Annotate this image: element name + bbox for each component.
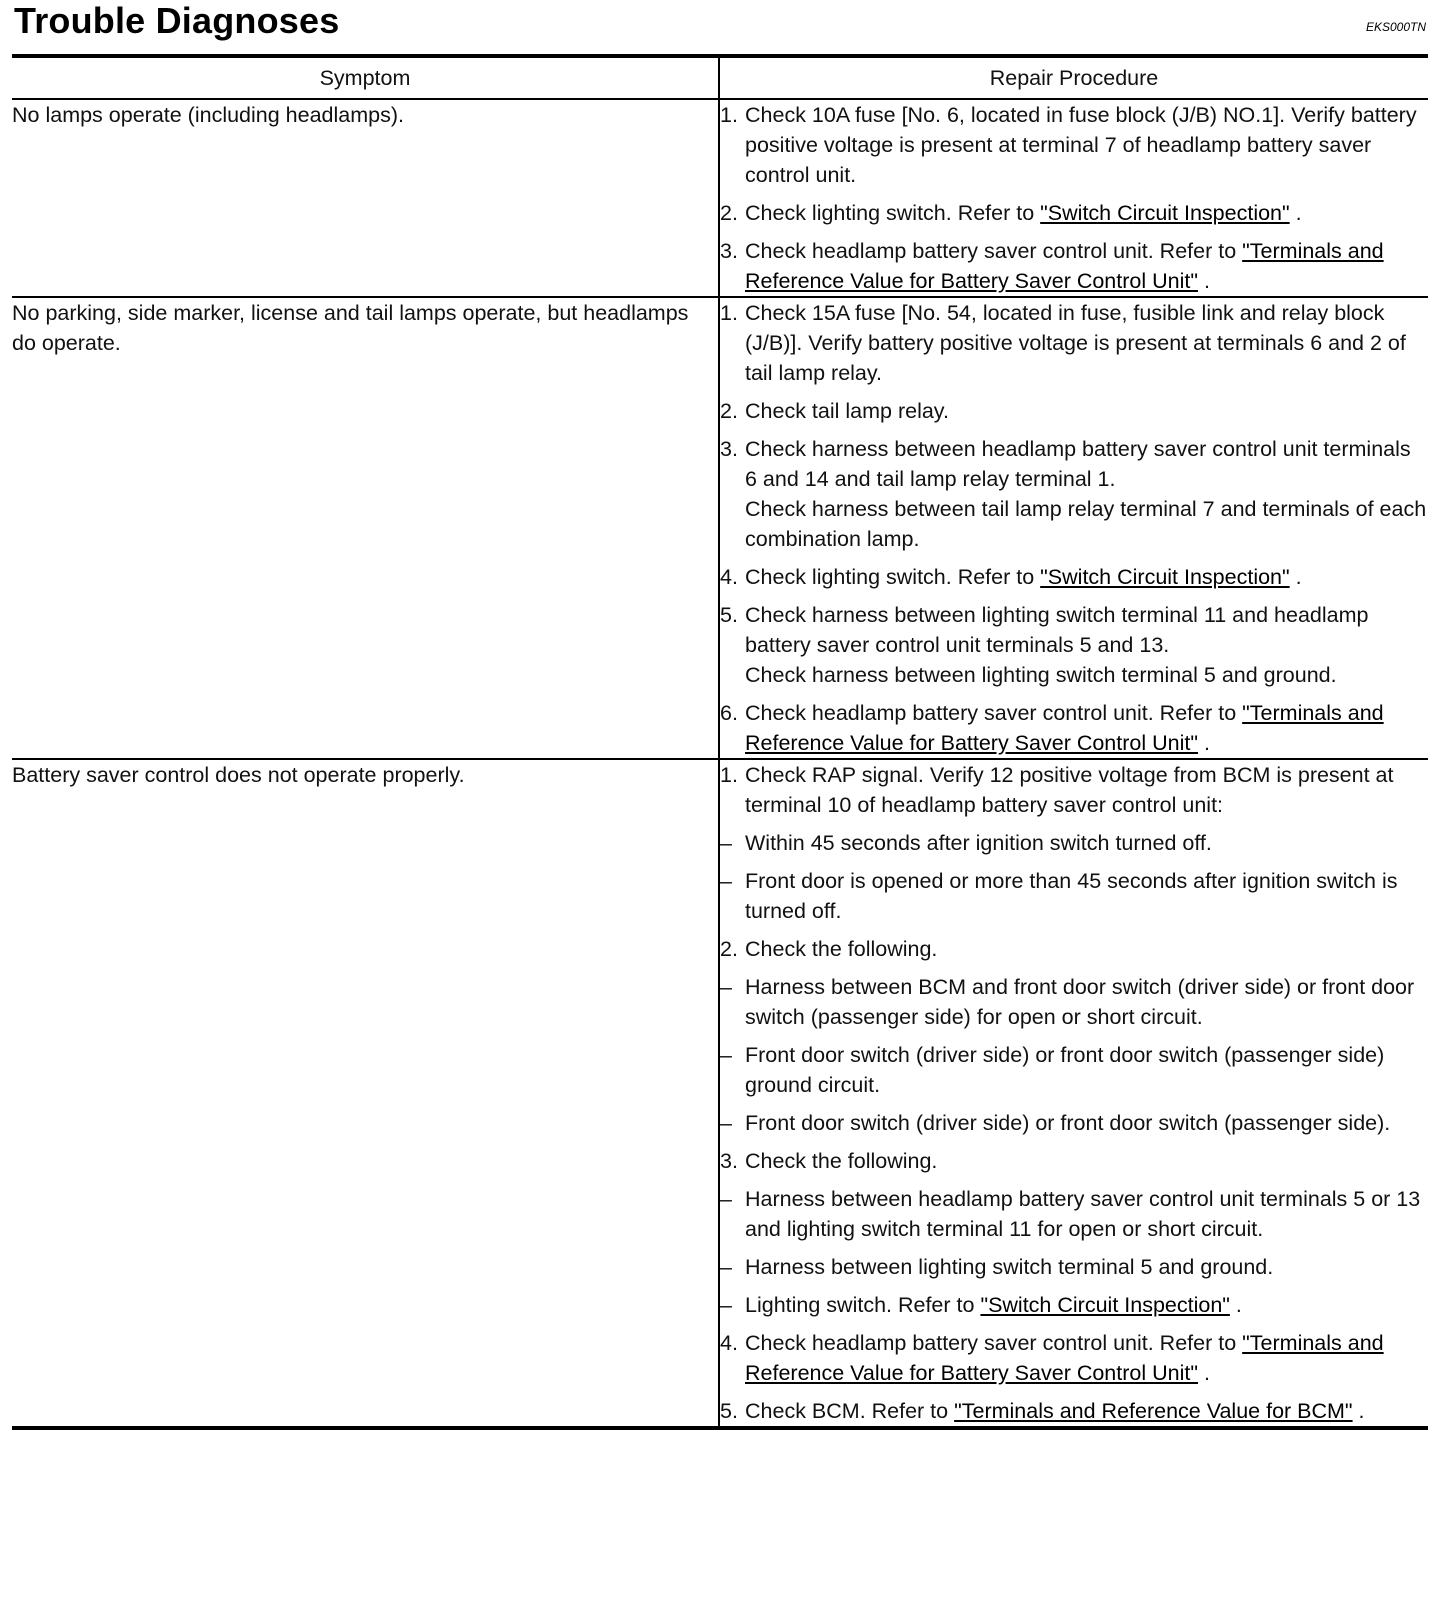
procedure-step: [720, 396, 1428, 426]
step-body: [745, 396, 1428, 426]
step-marker: 2.: [720, 201, 738, 225]
column-header-repair-procedure: Repair Procedure: [719, 58, 1428, 99]
link-suffix: .: [1197, 731, 1210, 755]
table-header-row: [12, 58, 1428, 99]
procedure-step: [720, 562, 1428, 592]
link-suffix: .: [1229, 1293, 1242, 1317]
step-body: [745, 1328, 1428, 1388]
step-text: Check headlamp battery saver control unit. Refer to: [745, 239, 1237, 263]
step-text: Front door switch (driver side) or front door switch (passenger side).: [745, 1111, 1391, 1135]
step-text: Check lighting switch. Refer to: [745, 201, 1035, 225]
table-body: [12, 99, 1428, 1426]
step-marker: 2.: [720, 937, 738, 961]
step-marker: –: [720, 1043, 732, 1067]
link-suffix: .: [1197, 269, 1210, 293]
step-marker: 1.: [720, 103, 738, 127]
step-body: [745, 1146, 1428, 1176]
step-marker: 2.: [720, 399, 738, 423]
symptom-cell: [12, 759, 719, 1426]
step-marker: 1.: [720, 301, 738, 325]
page-title: Trouble Diagnoses: [14, 0, 340, 41]
step-body: [745, 434, 1428, 554]
step-text: Check RAP signal. Verify 12 positive voltage from BCM is present at terminal 10 of headlamp battery saver control unit:: [745, 763, 1394, 817]
reference-link[interactable]: "Switch Circuit Inspection": [980, 1293, 1230, 1317]
procedure-step: [720, 434, 1428, 554]
step-body: [745, 562, 1428, 592]
step-body: [745, 866, 1428, 926]
symptom-text: Battery saver control does not operate properly.: [12, 763, 465, 787]
procedure-step: [720, 1040, 1428, 1100]
step-body: [745, 198, 1428, 228]
step-text: Check 10A fuse [No. 6, located in fuse block (J/B) NO.1]. Verify battery positive voltage is present at terminal 7 of headlamp battery saver control unit.: [745, 103, 1417, 187]
step-text: Check the following.: [745, 937, 938, 961]
step-body: [745, 600, 1428, 690]
step-marker: –: [720, 975, 732, 999]
step-body: [745, 1184, 1428, 1244]
reference-link[interactable]: "Terminals and Reference Value for BCM": [954, 1399, 1353, 1423]
procedure-step: [720, 934, 1428, 964]
procedure-step: [720, 828, 1428, 858]
procedure-step: [720, 298, 1428, 388]
document-code: EKS000TN: [1365, 20, 1426, 34]
step-text: Harness between BCM and front door switch (driver side) or front door switch (passenger side) for open or short circuit.: [745, 975, 1415, 1029]
procedure-step: [720, 1252, 1428, 1282]
procedure-step: [720, 600, 1428, 690]
step-marker: –: [720, 869, 732, 893]
step-text: Check the following.: [745, 1149, 938, 1173]
link-suffix: .: [1289, 201, 1302, 225]
step-text: Check BCM. Refer to: [745, 1399, 949, 1423]
step-marker: 3.: [720, 239, 738, 263]
procedure-step: [720, 760, 1428, 820]
reference-link[interactable]: "Terminals and Reference Value for Battery Saver Control Unit": [745, 701, 1384, 755]
step-marker: 6.: [720, 701, 738, 725]
procedure-step: [720, 198, 1428, 228]
table-row: [12, 297, 1428, 759]
step-body: [745, 934, 1428, 964]
step-marker: –: [720, 1293, 732, 1317]
procedure-step: [720, 236, 1428, 296]
step-body: [745, 236, 1428, 296]
procedure-step: [720, 1290, 1428, 1320]
step-text: Check headlamp battery saver control unit. Refer to: [745, 701, 1237, 725]
repair-procedure-cell: [719, 99, 1428, 297]
step-text: Front door switch (driver side) or front door switch (passenger side) ground circuit.: [745, 1043, 1385, 1097]
step-text: Check harness between lighting switch terminal 11 and headlamp battery saver control unit terminals 5 and 13.: [745, 603, 1369, 657]
repair-procedure-cell: [719, 297, 1428, 759]
step-marker: 1.: [720, 763, 738, 787]
step-marker: 4.: [720, 1331, 738, 1355]
step-body: [745, 760, 1428, 820]
procedure-step: [720, 866, 1428, 926]
reference-link[interactable]: "Switch Circuit Inspection": [1040, 565, 1290, 589]
procedure-step: [720, 1328, 1428, 1388]
repair-procedure-cell: [719, 759, 1428, 1426]
step-text: Check tail lamp relay.: [745, 399, 949, 423]
step-body: [745, 1252, 1428, 1282]
procedure-step: [720, 972, 1428, 1032]
step-marker: –: [720, 1111, 732, 1135]
trouble-diagnoses-sheet: [12, 54, 1428, 1430]
step-marker: –: [720, 831, 732, 855]
step-body: [745, 1108, 1428, 1138]
step-marker: 4.: [720, 565, 738, 589]
step-text: Harness between headlamp battery saver control unit terminals 5 or 13 and lighting switch terminal 11 for open or short circuit.: [745, 1187, 1421, 1241]
step-marker: 5.: [720, 1399, 738, 1423]
link-suffix: .: [1289, 565, 1302, 589]
symptom-text: No lamps operate (including headlamps).: [12, 103, 404, 127]
step-marker: 3.: [720, 1149, 738, 1173]
step-text: Harness between lighting switch terminal 5 and ground.: [745, 1255, 1274, 1279]
step-body: [745, 100, 1428, 190]
step-text: Check 15A fuse [No. 54, located in fuse, fusible link and relay block (J/B)]. Verify battery positive voltage is present at terminals 6 and 2 of tail lamp relay.: [745, 301, 1406, 385]
step-text-continuation: Check harness between tail lamp relay terminal 7 and terminals of each combination lamp.: [745, 497, 1427, 551]
step-text: Check harness between headlamp battery saver control unit terminals 6 and 14 and tail lamp relay terminal 1.: [745, 437, 1411, 491]
step-body: [745, 1290, 1428, 1320]
step-marker: 3.: [720, 437, 738, 461]
step-text: Lighting switch. Refer to: [745, 1293, 975, 1317]
link-suffix: .: [1352, 1399, 1365, 1423]
procedure-step: [720, 100, 1428, 190]
step-marker: –: [720, 1255, 732, 1279]
table-row: [12, 99, 1428, 297]
link-suffix: .: [1197, 1361, 1210, 1385]
column-header-symptom: Symptom: [12, 58, 719, 99]
procedure-step: [720, 1108, 1428, 1138]
symptom-cell: [12, 99, 719, 297]
step-text: Front door is opened or more than 45 seconds after ignition switch is turned off.: [745, 869, 1398, 923]
procedure-step: [720, 1146, 1428, 1176]
step-marker: –: [720, 1187, 732, 1211]
reference-link[interactable]: "Terminals and Reference Value for Battery Saver Control Unit": [745, 1331, 1384, 1385]
step-text: Within 45 seconds after ignition switch turned off.: [745, 831, 1212, 855]
step-body: [745, 1040, 1428, 1100]
step-body: [745, 298, 1428, 388]
step-marker: 5.: [720, 603, 738, 627]
trouble-diagnoses-table: [12, 58, 1428, 1426]
procedure-step: [720, 698, 1428, 758]
step-text: Check lighting switch. Refer to: [745, 565, 1035, 589]
reference-link[interactable]: "Switch Circuit Inspection": [1040, 201, 1290, 225]
symptom-cell: [12, 297, 719, 759]
step-body: [745, 1396, 1428, 1426]
table-row: [12, 759, 1428, 1426]
procedure-step: [720, 1184, 1428, 1244]
symptom-text: No parking, side marker, license and tail lamps operate, but headlamps do operate.: [12, 301, 689, 355]
step-body: [745, 828, 1428, 858]
step-body: [745, 698, 1428, 758]
procedure-step: [720, 1396, 1428, 1426]
step-text-continuation: Check harness between lighting switch terminal 5 and ground.: [745, 663, 1337, 687]
step-text: Check headlamp battery saver control unit. Refer to: [745, 1331, 1237, 1355]
step-body: [745, 972, 1428, 1032]
reference-link[interactable]: "Terminals and Reference Value for Battery Saver Control Unit": [745, 239, 1384, 293]
